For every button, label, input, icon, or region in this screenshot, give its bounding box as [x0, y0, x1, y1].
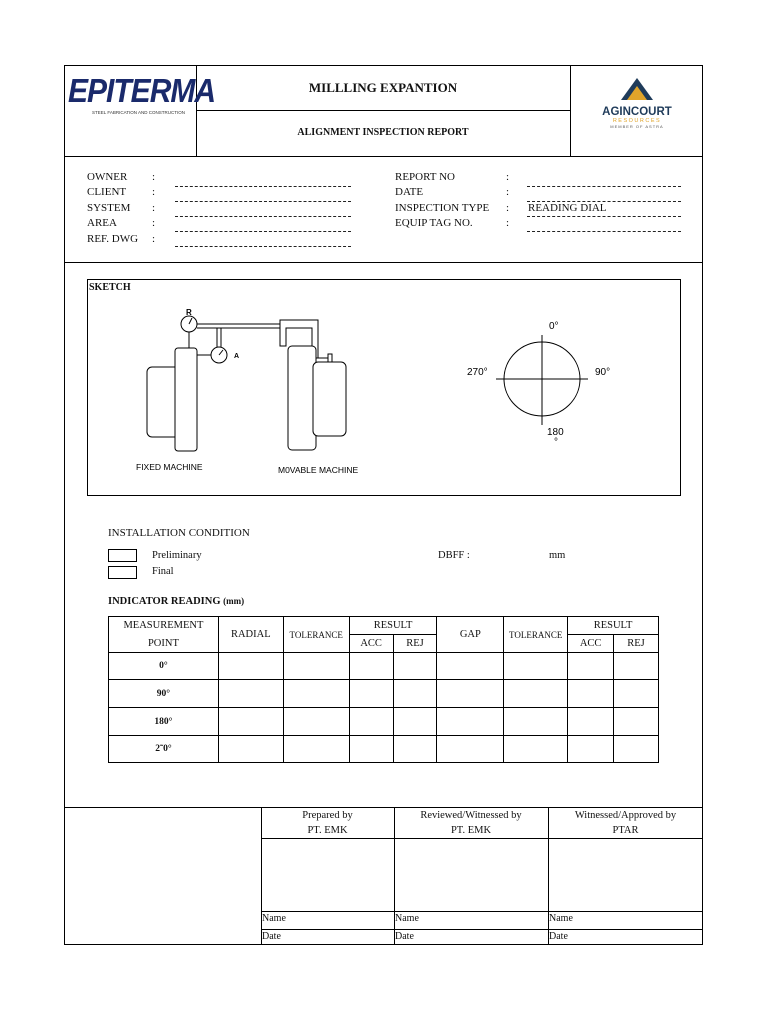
header-rej-radial: REJ — [393, 635, 437, 653]
approved-date-label[interactable]: Date — [549, 931, 568, 942]
table-row — [109, 653, 659, 680]
deg-90-label: 90° — [595, 367, 611, 378]
reviewed-by-company: PT. EMK — [450, 825, 492, 836]
row-point-90: 90° — [109, 680, 219, 708]
deg-180-degree-mark: ° — [554, 437, 558, 448]
reviewed-name-label[interactable]: Name — [395, 913, 419, 924]
area-field[interactable] — [175, 231, 351, 232]
approved-by-company: PTAR — [612, 825, 639, 836]
final-label: Final — [152, 566, 174, 577]
cell-input[interactable] — [504, 736, 568, 763]
prepared-date-label[interactable]: Date — [262, 931, 281, 942]
area-sep: : — [152, 217, 156, 229]
agincourt-logo-text: AGINCOURT — [602, 106, 672, 118]
agincourt-logo-subtext: RESOURCES — [612, 118, 662, 124]
header-result-gap: RESULT — [568, 617, 659, 635]
cell-input[interactable] — [393, 680, 437, 708]
indicator-title-text: INDICATOR READING — [108, 596, 221, 607]
approved-by-label: Witnessed/Approved by — [574, 810, 677, 821]
client-sep: : — [152, 186, 156, 198]
movable-machine-hub — [288, 346, 316, 450]
cell-input[interactable] — [504, 680, 568, 708]
cell-input[interactable] — [437, 708, 504, 736]
cell-input[interactable] — [283, 680, 349, 708]
owner-field[interactable] — [175, 186, 351, 187]
date-label: DATE — [395, 186, 424, 198]
cell-input[interactable] — [218, 708, 283, 736]
client-label: CLIENT — [87, 186, 127, 198]
header-divider-right — [570, 65, 571, 156]
header-radial: RADIAL — [218, 617, 283, 653]
system-sep: : — [152, 202, 156, 214]
report-no-sep: : — [506, 171, 510, 183]
header-mid-line — [196, 110, 570, 111]
epiterma-logo — [68, 72, 216, 128]
cell-input[interactable] — [614, 736, 659, 763]
fixed-machine-label: FIXED MACHINE — [136, 462, 203, 472]
cell-input[interactable] — [504, 653, 568, 680]
table-header-row-2 — [109, 635, 659, 653]
indicator-unit-text: (mm) — [223, 596, 245, 606]
inspection-type-sep: : — [506, 202, 510, 214]
cell-input[interactable] — [614, 653, 659, 680]
cell-input[interactable] — [393, 653, 437, 680]
fixed-machine-hub — [175, 348, 197, 451]
table-row — [109, 736, 659, 763]
cell-input[interactable] — [218, 736, 283, 763]
cell-input[interactable] — [393, 708, 437, 736]
cell-input[interactable] — [349, 708, 393, 736]
cell-input[interactable] — [568, 736, 614, 763]
area-label: AREA — [87, 217, 117, 229]
signature-header-line — [261, 838, 703, 839]
dial-r-label: R — [186, 308, 192, 317]
ref-dwg-sep: : — [152, 233, 156, 245]
cell-input[interactable] — [504, 708, 568, 736]
system-label: SYSTEM — [87, 202, 131, 214]
signature-date-line — [261, 929, 703, 930]
approved-name-label[interactable]: Name — [549, 913, 573, 924]
dbff-unit: mm — [549, 550, 566, 561]
cell-input[interactable] — [349, 680, 393, 708]
movable-machine-label: M0VABLE MACHINE — [278, 465, 359, 475]
owner-sep: : — [152, 171, 156, 183]
deg-270-label: 270° — [467, 367, 488, 378]
dial-a-label: A — [234, 353, 240, 360]
cell-input[interactable] — [614, 708, 659, 736]
cell-input[interactable] — [218, 680, 283, 708]
equip-tag-field[interactable] — [527, 231, 681, 232]
report-no-field[interactable] — [527, 186, 681, 187]
alignment-sketch — [130, 300, 380, 480]
header-acc-gap: ACC — [568, 635, 614, 653]
header-bottom-line — [64, 156, 703, 157]
epiterma-logo-text: EPITERMA — [68, 73, 216, 110]
cell-input[interactable] — [568, 653, 614, 680]
header-result-radial: RESULT — [349, 617, 437, 635]
cell-input[interactable] — [283, 708, 349, 736]
header-gap: GAP — [437, 617, 504, 653]
prepared-by-company: PT. EMK — [307, 825, 348, 836]
table-row — [109, 708, 659, 736]
cell-input[interactable] — [614, 680, 659, 708]
client-field[interactable] — [175, 201, 351, 202]
equip-tag-sep: : — [506, 217, 510, 229]
cell-input[interactable] — [393, 736, 437, 763]
date-sep: : — [506, 186, 510, 198]
reviewed-date-label[interactable]: Date — [395, 931, 414, 942]
deg-180-label: 180 — [547, 427, 564, 438]
dbff-label: DBFF : — [438, 550, 470, 561]
row-point-270: 2˜0° — [109, 736, 219, 763]
agincourt-logo — [582, 76, 692, 134]
signature-name-line — [261, 911, 703, 912]
deg-0-label: 0° — [549, 321, 559, 332]
signature-top-line — [64, 807, 703, 808]
indicator-reading-title — [108, 596, 244, 607]
header-rej-gap: REJ — [614, 635, 659, 653]
page-title: MILLLING EXPANTION — [308, 80, 458, 95]
row-point-180: 180° — [109, 708, 219, 736]
cell-input[interactable] — [568, 680, 614, 708]
cell-input[interactable] — [437, 680, 504, 708]
header-point: POINT — [109, 635, 219, 653]
agincourt-mountain-icon — [617, 76, 657, 102]
table-header-row-1 — [109, 617, 659, 635]
sketch-title: SKETCH — [89, 282, 131, 293]
angle-diagram — [460, 315, 630, 450]
header-acc-radial: ACC — [349, 635, 393, 653]
cell-input[interactable] — [568, 708, 614, 736]
report-no-label: REPORT NO — [395, 171, 455, 183]
inspection-type-value[interactable]: READING DIAL — [528, 202, 607, 214]
header-measurement: MEASUREMENT — [109, 617, 219, 635]
table-row — [109, 680, 659, 708]
prepared-by-label: Prepared by — [302, 810, 353, 821]
cell-input[interactable] — [349, 736, 393, 763]
cell-input[interactable] — [283, 736, 349, 763]
ref-dwg-field[interactable] — [175, 246, 351, 247]
page-subtitle: ALIGNMENT INSPECTION REPORT — [297, 127, 469, 138]
epiterma-logo-subtext: STEEL FABRICATION AND CONSTRUCTION — [92, 110, 186, 115]
cell-input[interactable] — [283, 653, 349, 680]
agincourt-logo-tag: MEMBER OF ASTRA — [610, 124, 664, 129]
info-bottom-line — [64, 262, 703, 263]
indicator-reading-table — [108, 616, 659, 763]
prepared-name-label[interactable]: Name — [262, 913, 286, 924]
movable-machine-body — [313, 362, 346, 436]
header-tolerance-radial: TOLERANCE — [283, 617, 349, 653]
inspection-type-field — [527, 216, 681, 217]
preliminary-label: Preliminary — [152, 550, 202, 561]
system-field[interactable] — [175, 216, 351, 217]
row-point-0: 0° — [109, 653, 219, 680]
owner-label: OWNER — [87, 171, 128, 183]
cell-input[interactable] — [437, 653, 504, 680]
reviewed-by-label: Reviewed/Witnessed by — [420, 810, 522, 821]
cell-input[interactable] — [218, 653, 283, 680]
cell-input[interactable] — [349, 653, 393, 680]
equip-tag-label: EQUIP TAG NO. — [395, 217, 473, 229]
inspection-type-label: INSPECTION TYPE — [395, 202, 490, 214]
header-tolerance-gap: TOLERANCE — [504, 617, 568, 653]
preliminary-checkbox[interactable] — [108, 549, 137, 562]
ref-dwg-label: REF. DWG — [87, 233, 139, 245]
cell-input[interactable] — [437, 736, 504, 763]
final-checkbox[interactable] — [108, 566, 137, 579]
installation-condition-title: INSTALLATION CONDITION — [108, 527, 250, 539]
